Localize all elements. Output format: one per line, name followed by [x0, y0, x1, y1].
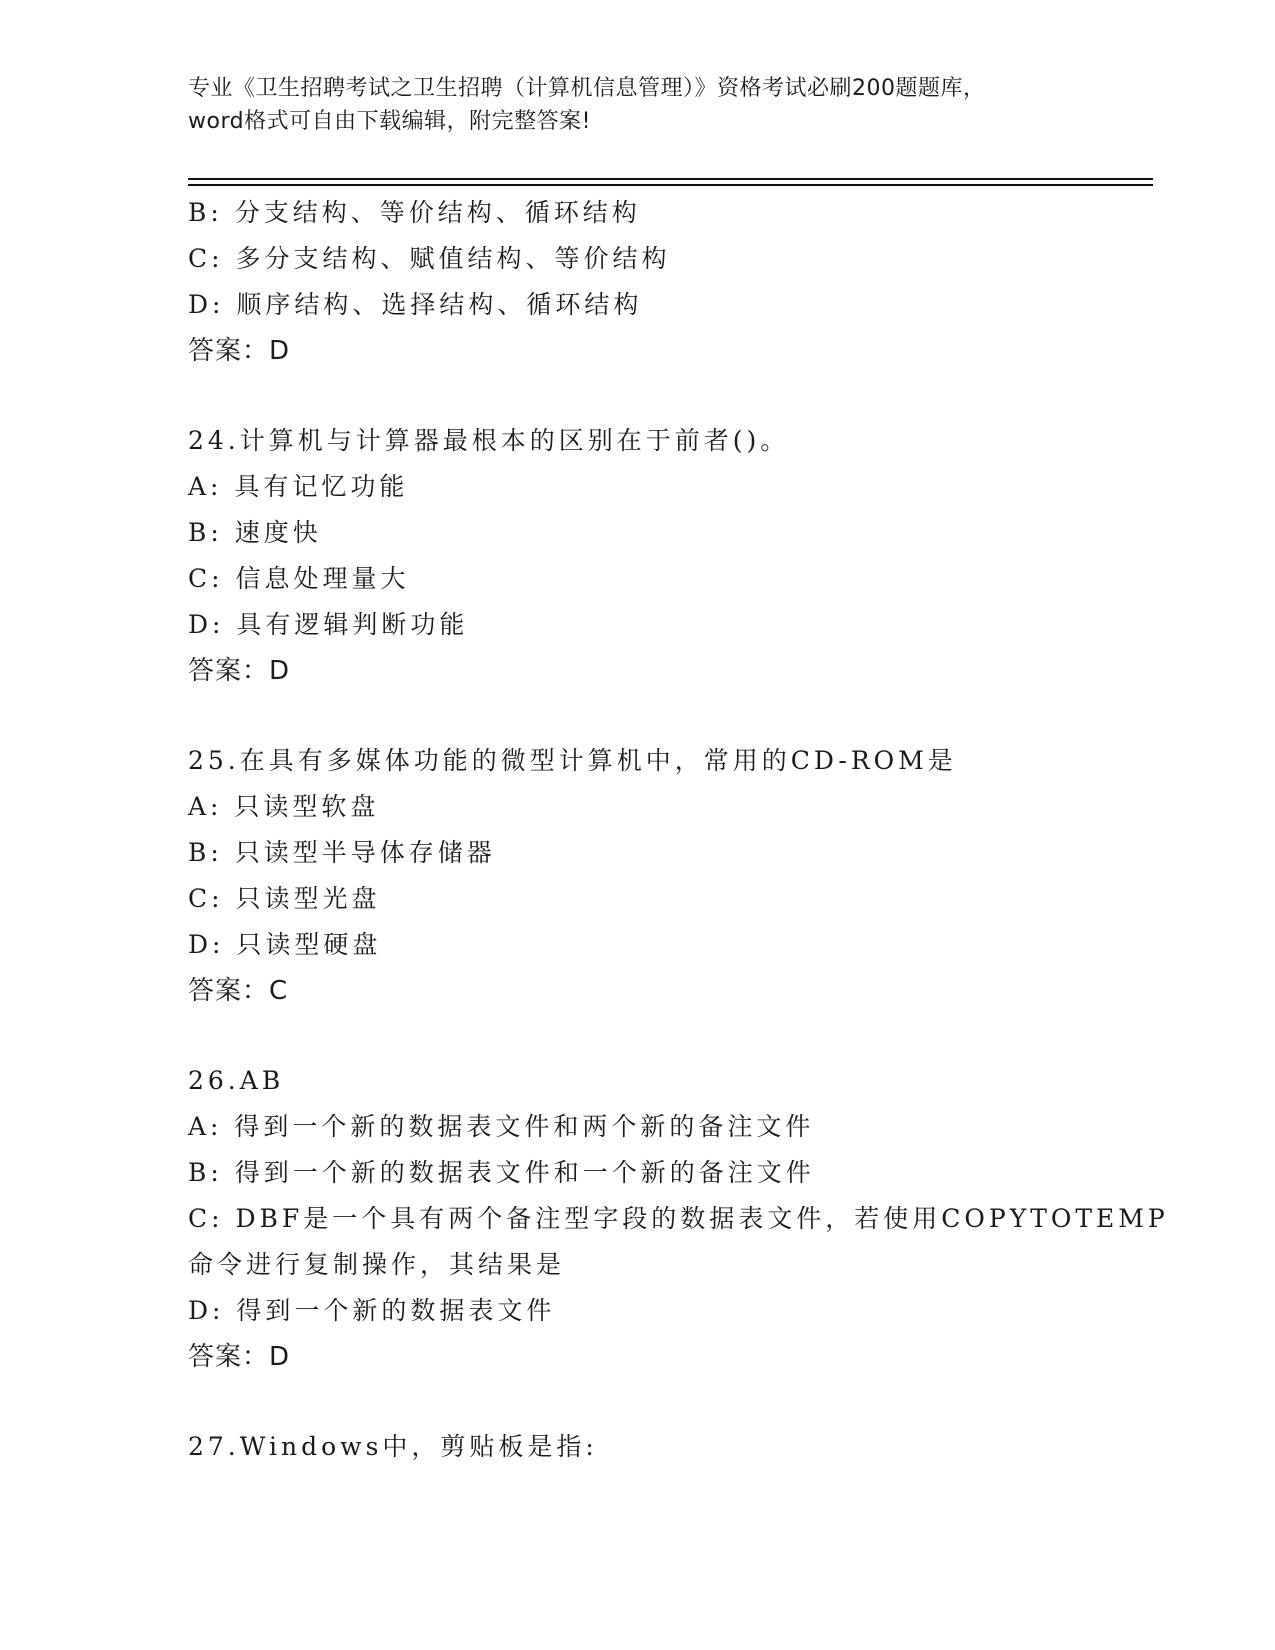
question-text: 26.AB [188, 1066, 285, 1095]
option-b: B: 只读型半导体存储器 [188, 838, 496, 867]
header-title-line-2: word格式可自由下载编辑，附完整答案! [188, 109, 591, 134]
question-text: 24.计算机与计算器最根本的区别在于前者()。 [188, 426, 790, 455]
question-text: 25.在具有多媒体功能的微型计算机中，常用的CD-ROM是 [188, 746, 957, 775]
option-b: B: 分支结构、等价结构、循环结构 [188, 198, 641, 227]
spacer [188, 374, 1088, 418]
question-24 [188, 418, 1088, 694]
answer: 答案：D [188, 336, 291, 366]
option-b: B: 得到一个新的数据表文件和一个新的备注文件 [188, 1158, 815, 1187]
option-c-continued: 命令进行复制操作，其结果是 [188, 1250, 566, 1279]
header-divider-top [188, 178, 1153, 180]
answer: 答案：D [188, 656, 291, 686]
option-c: C: 多分支结构、赋值结构、等价结构 [188, 244, 671, 273]
spacer [188, 1014, 1088, 1058]
option-c: C: 信息处理量大 [188, 564, 410, 593]
option-d: D: 具有逻辑判断功能 [188, 610, 469, 639]
header-divider-bottom [188, 184, 1153, 186]
option-c: C: 只读型光盘 [188, 884, 381, 913]
header-title-line-1: 专业《卫生招聘考试之卫生招聘（计算机信息管理）》资格考试必刷200题题库， [188, 76, 986, 101]
question-list [188, 190, 1169, 1470]
option-d: D: 得到一个新的数据表文件 [188, 1296, 556, 1325]
option-c: C: DBF是一个具有两个备注型字段的数据表文件，若使用COPYTOTEMP [188, 1204, 1169, 1233]
answer: 答案：C [188, 976, 289, 1006]
option-b: B: 速度快 [188, 518, 322, 547]
question-text: 27.Windows中，剪贴板是指: [188, 1432, 598, 1461]
question-27 [188, 1424, 1088, 1470]
spacer [188, 1380, 1088, 1424]
option-a: A: 只读型软盘 [188, 792, 380, 821]
question-23 [188, 190, 1088, 374]
answer: 答案：D [188, 1342, 291, 1372]
document-header [188, 72, 1088, 138]
option-d: D: 只读型硬盘 [188, 930, 382, 959]
question-25 [188, 738, 1088, 1014]
option-d: D: 顺序结构、选择结构、循环结构 [188, 290, 643, 319]
question-26 [188, 1058, 1169, 1380]
spacer [188, 694, 1088, 738]
option-a: A: 具有记忆功能 [188, 472, 409, 501]
option-a: A: 得到一个新的数据表文件和两个新的备注文件 [188, 1112, 815, 1141]
